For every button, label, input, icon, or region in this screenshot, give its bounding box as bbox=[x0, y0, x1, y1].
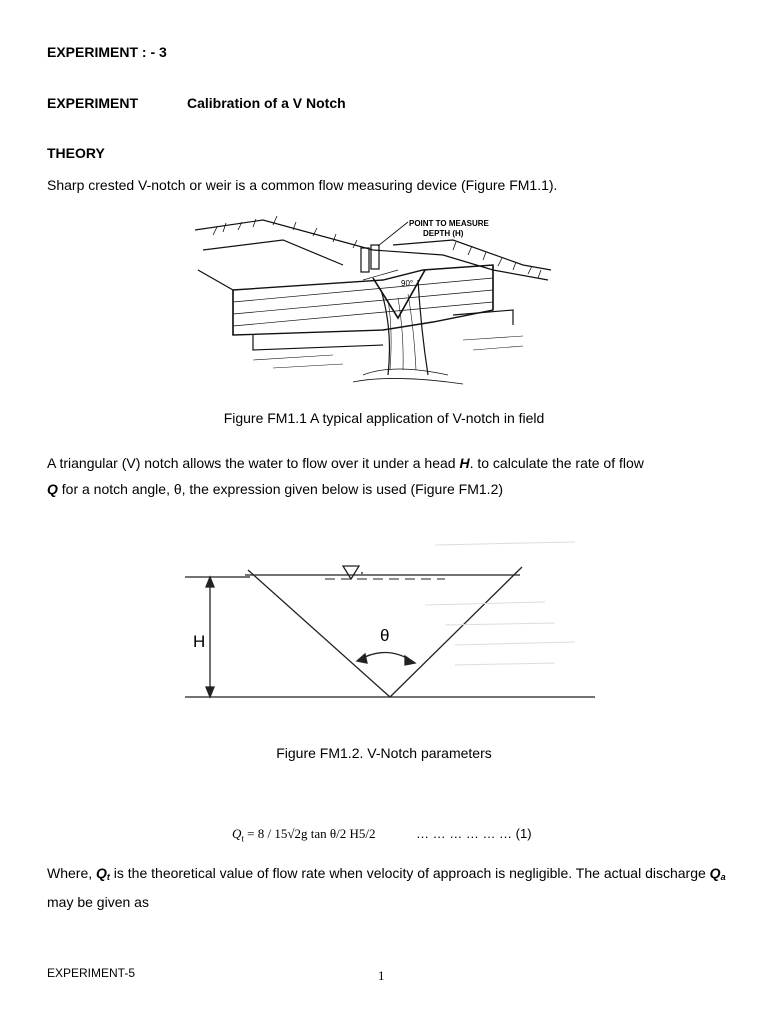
para2-text-1: A triangular (V) notch allows the water to flow over it under a head bbox=[47, 455, 460, 471]
experiment-title-row bbox=[47, 95, 346, 111]
qt-sub: t bbox=[106, 872, 110, 882]
footer-label: EXPERIMENT-5 bbox=[47, 966, 136, 980]
equation-theoretical-discharge bbox=[232, 826, 375, 844]
experiment-title: Calibration of a V Notch bbox=[187, 95, 346, 111]
figure2-caption: Figure FM1.2. V-Notch parameters bbox=[276, 745, 492, 761]
eq-lhs-sub: t bbox=[241, 833, 244, 844]
equation-number: … … … … … … (1) bbox=[416, 826, 532, 841]
eq-lhs: Q bbox=[232, 826, 242, 841]
eq-rhs: = 8 / 15√2g tan θ/2 H5/2 bbox=[247, 826, 376, 841]
intro-paragraph: Sharp crested V-notch or weir is a common flow measuring device (Figure FM1.1). bbox=[47, 177, 558, 193]
callout-line2: DEPTH (H) bbox=[423, 229, 464, 238]
para2-text-2: . to calculate the rate of flow bbox=[469, 455, 644, 471]
experiment-number: EXPERIMENT : - 3 bbox=[47, 44, 167, 60]
page-number: 1 bbox=[378, 968, 385, 983]
paragraph-notch-description bbox=[47, 450, 737, 502]
qt-symbol: Q bbox=[96, 865, 107, 881]
figure-vnotch-field-sketch bbox=[193, 210, 553, 390]
para3-text-2: is the theoretical value of flow rate when velocity of approach is negligible. The actual discharge bbox=[109, 865, 710, 881]
flow-symbol: Q bbox=[47, 481, 58, 497]
figure-vnotch-parameters bbox=[175, 515, 605, 730]
para2-text-3: for a notch angle, θ, the expression given below is used (Figure FM1.2) bbox=[57, 481, 504, 497]
callout-line1: POINT TO MEASURE bbox=[409, 219, 489, 228]
qa-sub: a bbox=[720, 872, 726, 882]
paragraph-actual-discharge bbox=[47, 861, 737, 915]
para3-text-1: Where, bbox=[47, 865, 97, 881]
qa-symbol: Q bbox=[709, 865, 721, 881]
experiment-title-label: EXPERIMENT bbox=[47, 95, 139, 111]
theory-heading: THEORY bbox=[47, 145, 105, 161]
angle-90-label: 90° bbox=[401, 279, 414, 288]
theta-angle-label: θ bbox=[380, 626, 390, 645]
head-dimension-label: H bbox=[193, 632, 206, 651]
para3-text-3: may be given as bbox=[47, 894, 149, 910]
head-symbol: H bbox=[459, 455, 470, 471]
figure1-caption: Figure FM1.1 A typical application of V-notch in field bbox=[223, 410, 545, 426]
